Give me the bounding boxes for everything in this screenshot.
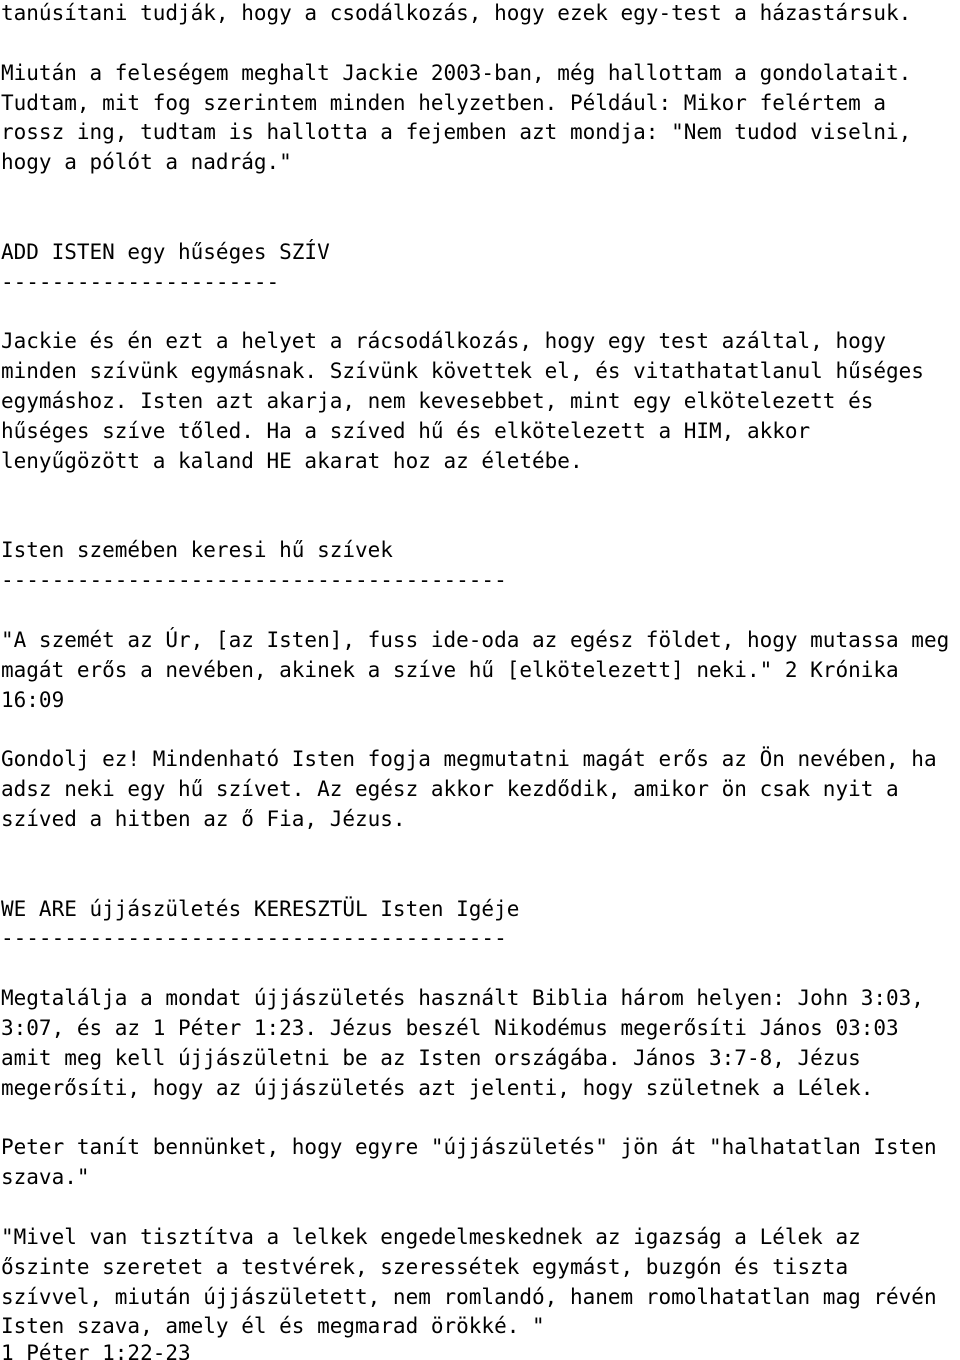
- text-line: Peter tanít bennünket, hogy egyre "újjászületés" jön át "halhatatlan Isten: [1, 1135, 937, 1160]
- text-line: szívvel, miután újjászületett, nem romlandó, hanem romolhatatlan mag révén: [1, 1284, 937, 1309]
- text-line: Jackie és én ezt a helyet a rácsodálkozás, hogy egy test azáltal, hogy: [1, 329, 887, 354]
- text-line: Miután a feleségem meghalt Jackie 2003-ban, még hallottam a gondolatait.: [1, 60, 912, 85]
- text-line: 1 Péter 1:22-23: [1, 1340, 191, 1360]
- text-line: 3:07, és az 1 Péter 1:23. Jézus beszél Nikodémus megerősíti János 03:03: [1, 1015, 899, 1040]
- section-heading: WE ARE újjászületés KERESZTÜL Isten Igéje: [1, 896, 520, 921]
- heading-underline: ----------------------: [1, 269, 280, 294]
- text-line: Tudtam, mit fog szerintem minden helyzetben. Például: Mikor felértem a: [1, 90, 887, 115]
- text-line: őszinte szeretet a testvérek, szeressétek egymást, buzgón és tiszta: [1, 1254, 849, 1279]
- text-line: szíved a hitben az ő Fia, Jézus.: [1, 807, 406, 831]
- text-line: Isten szava, amely él és megmarad örökké. ": [1, 1314, 545, 1339]
- text-line: adsz neki egy hű szívet. Az egész akkor kezdődik, amikor ön csak nyit a: [1, 777, 899, 802]
- text-line: Megtalálja a mondat újjászületés használt Biblia három helyen: John 3:03,: [1, 986, 924, 1011]
- text-line: hogy a pólót a nadrág.": [1, 150, 292, 175]
- text-line: magát erős a nevében, akinek a szíve hű [elkötelezett] neki." 2 Krónika: [1, 657, 899, 682]
- text-line: lenyűgözött a kaland HE akarat hoz az életébe.: [1, 448, 583, 473]
- text-line: rossz ing, tudtam is hallotta a fejemben azt mondja: "Nem tudod viselni,: [1, 120, 912, 145]
- text-line: hűséges szíve tőled. Ha a szíved hű és elkötelezett a HIM, akkor: [1, 418, 811, 443]
- text-line: Gondolj ez! Mindenható Isten fogja megmutatni magát erős az Ön nevében, ha: [1, 747, 937, 772]
- heading-underline: ----------------------------------------: [1, 568, 507, 593]
- text-line: megerősíti, hogy az újjászületés azt jelenti, hogy születnek a Lélek.: [1, 1075, 874, 1100]
- text-line: 16:09: [1, 687, 65, 712]
- section-heading: ADD ISTEN egy hűséges SZÍV: [1, 239, 330, 264]
- text-line: minden szívünk egymásnak. Szívünk követtek el, és vitathatatlanul hűséges: [1, 359, 924, 384]
- text-line: tanúsítani tudják, hogy a csodálkozás, hogy ezek egy-test a házastársuk.: [1, 1, 912, 25]
- heading-underline: ----------------------------------------: [1, 926, 507, 951]
- text-line: "Mivel van tisztítva a lelkek engedelmeskednek az igazság a Lélek az: [1, 1224, 861, 1249]
- text-line: "A szemét az Úr, [az Isten], fuss ide-oda az egész földet, hogy mutassa meg: [1, 627, 950, 652]
- section-heading: Isten szemében keresi hű szívek: [1, 538, 393, 563]
- text-line: amit meg kell újjászületni be az Isten országába. János 3:7-8, Jézus: [1, 1045, 861, 1070]
- text-line: egymáshoz. Isten azt akarja, nem kevesebbet, mint egy elkötelezett és: [1, 389, 874, 413]
- text-line: szava.": [1, 1165, 90, 1190]
